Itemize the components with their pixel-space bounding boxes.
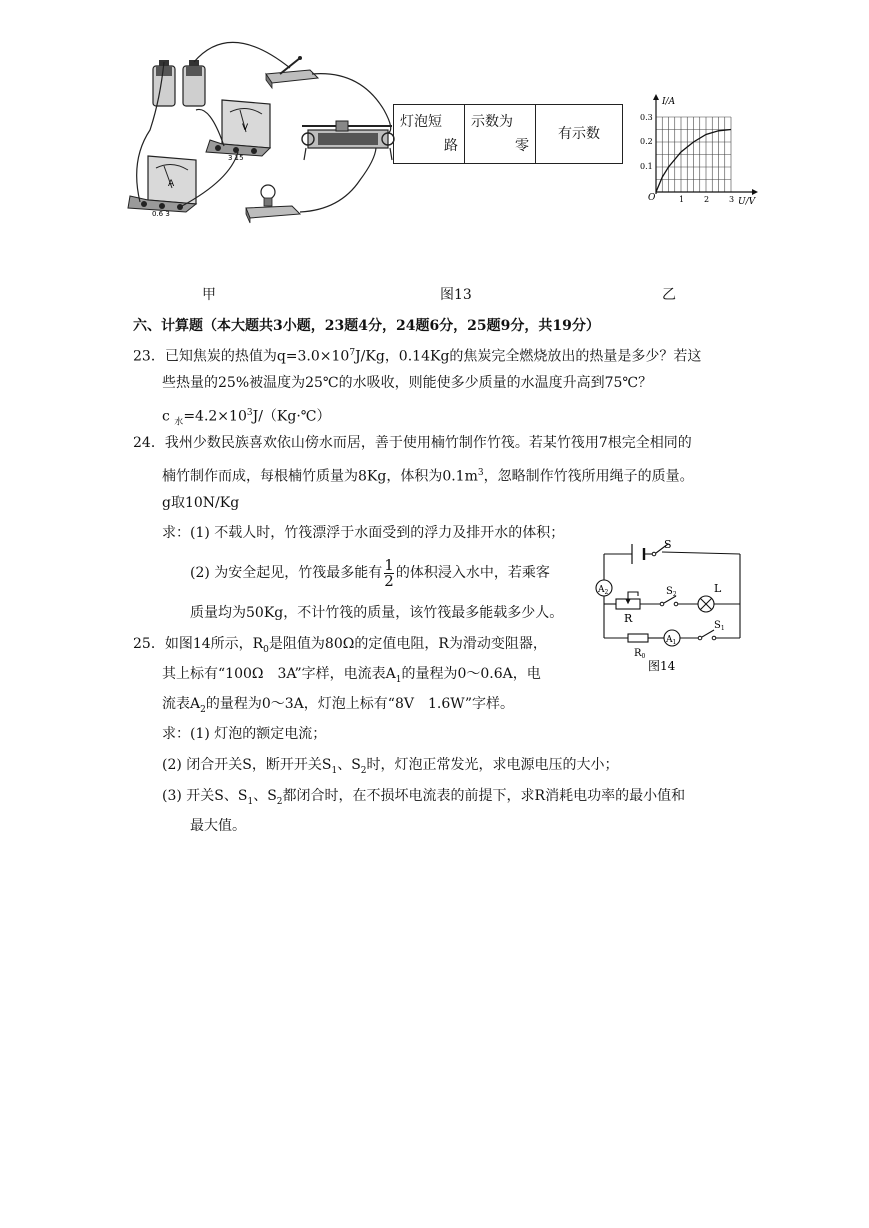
q25-line-2a: 其上标有“100Ω 3A”字样，电流表A (162, 666, 396, 682)
ammeter-label: A (168, 179, 175, 189)
q25-sub-a2: 2 (200, 704, 206, 715)
q24-exp: 3 (477, 468, 484, 478)
figure-14-circuit (590, 538, 750, 673)
voltmeter-icon (206, 100, 270, 156)
q25-line-1a: 25．如图14所示，R (133, 636, 264, 652)
y-tick-0-2: 0.2 (640, 137, 653, 146)
label-a2-main: A (598, 585, 605, 595)
label-s1-main: S (714, 620, 721, 631)
q25-line-6a: (3) 开关S、S (162, 788, 248, 804)
fraction-half (384, 555, 394, 590)
knife-switch-icon (266, 56, 318, 88)
q25-line-4: 求：(1) 灯泡的额定电流； (162, 726, 327, 742)
label-s2-main: S (666, 586, 673, 597)
circuit-apparatus-illustration (0, 0, 400, 240)
q23-exp-2: 3 (246, 408, 253, 418)
q24-line-2 (162, 463, 694, 487)
q23-line-3a: c (162, 408, 175, 425)
label-s1 (714, 620, 725, 632)
caption-jia: 甲 (202, 287, 216, 303)
label-r0 (634, 648, 646, 660)
rheostat-icon (302, 121, 394, 160)
q23-line-3c: J/（Kg·℃） (252, 408, 331, 425)
q24-line-5b: 的体积浸入水中，若乘客 (395, 565, 550, 581)
figure-13-area (0, 0, 869, 310)
y-tick-0-3: 0.3 (640, 113, 653, 122)
q25-sub-r0: 0 (263, 644, 269, 655)
q24-line-5a: (2) 为安全起见，竹筏最多能有 (190, 565, 383, 581)
q23-line-3b: =4.2×10 (183, 408, 247, 425)
resistor-r0-icon (628, 634, 648, 642)
label-a1-main: A (666, 635, 673, 645)
iu-graph (640, 94, 760, 212)
fault-cell-3-line-1: 有示数 (558, 126, 600, 142)
figure-13-caption: 图13 (440, 287, 472, 303)
label-r: R (624, 612, 633, 625)
q25-line-3 (162, 694, 514, 720)
switch-s1-icon (698, 630, 716, 640)
figure-14-caption: 图14 (648, 659, 676, 673)
q25-line-6b: 都闭合时，在不损坏电流表的前提下，求R消耗电功率的最小值和 (282, 788, 686, 804)
q24-line-5 (190, 556, 550, 590)
fraction-denominator: 2 (384, 571, 394, 590)
lamp-icon (246, 185, 300, 223)
x-axis-arrow-icon (752, 189, 758, 195)
y-tick-0-1: 0.1 (640, 162, 653, 171)
x-tick-2: 2 (704, 195, 710, 204)
q25-line-5b: 时，灯泡正常发光，求电源电压的大小； (366, 757, 619, 773)
ammeter-ticks: 0.6 3 (152, 210, 170, 218)
q25-line-6mid: 、S (253, 788, 277, 804)
q25-line-5 (162, 755, 619, 781)
label-s1-sub: 1 (720, 625, 725, 632)
q23-line-1a: 23．已知焦炭的热值为q=3.0×10 (133, 348, 350, 365)
fraction-numerator: 1 (384, 555, 394, 574)
label-s: S (664, 538, 672, 551)
graph-grid (656, 117, 731, 192)
fault-cell-2-line-2: 零 (515, 138, 529, 154)
q25-line-1 (133, 634, 547, 660)
q25-line-5mid: 、S (337, 757, 361, 773)
q25-sub-s2: 2 (360, 765, 367, 776)
fault-cell-3 (536, 105, 623, 164)
q25-sub-s1: 1 (331, 765, 338, 776)
q25-line-3a: 流表A (162, 696, 201, 712)
label-l: L (714, 582, 722, 595)
fault-cell-1-line-1: 灯泡短 (400, 114, 442, 130)
y-axis-arrow-icon (653, 94, 659, 100)
q23-sub-water: 水 (174, 417, 184, 428)
q24-line-2b: ，忽略制作竹筏所用绳子的质量。 (483, 468, 694, 485)
q25-line-5a: (2) 闭合开关S，断开开关S (162, 757, 332, 773)
q23-exp-1: 7 (349, 348, 356, 358)
lamp-l-icon (698, 596, 714, 612)
q24-line-4: 求：(1) 不载人时，竹筏漂浮于水面受到的浮力及排开水的体积； (162, 525, 565, 541)
q24-line-6: 质量均为50Kg，不计竹筏的质量，该竹筏最多能载多少人。 (190, 605, 564, 621)
label-r0-main: R (634, 648, 642, 659)
rheostat-r-icon (616, 592, 640, 609)
q23-line-2: 些热量的25%被温度为25℃的水吸收，则能使多少质量的水温度升高到75℃？ (162, 375, 653, 391)
q24-line-2a: 楠竹制作而成，每根楠竹质量为8Kg，体积为0.1m (162, 468, 478, 485)
fault-cell-1 (394, 105, 465, 164)
section-title: 六、计算题（本大题共3小题，23题4分，24题6分，25题9分，共19分） (133, 318, 600, 334)
fault-cell-2 (465, 105, 536, 164)
graph-ylabel: I/A (662, 97, 676, 107)
graph-xlabel: U/V (738, 197, 756, 207)
caption-yi: 乙 (662, 287, 676, 303)
label-r0-sub: 0 (641, 653, 646, 660)
q25-line-2 (162, 664, 541, 690)
graph-origin: O (648, 193, 656, 203)
q25-sub-a1: 1 (395, 674, 402, 685)
fault-cell-1-line-2: 路 (444, 138, 458, 154)
q25-sub-s2b: 2 (276, 796, 283, 807)
q23-line-3 (162, 403, 330, 432)
q23-line-1 (133, 343, 701, 367)
q25-line-7: 最大值。 (190, 818, 246, 834)
x-tick-3: 3 (729, 195, 735, 204)
label-a1-sub: 1 (672, 639, 677, 646)
q24-line-1: 24．我州少数民族喜欢依山傍水而居，善于使用楠竹制作竹筏。若某竹筏用7根完全相同的 (133, 435, 692, 451)
q25-line-6 (162, 786, 685, 812)
q23-line-1b: J/Kg，0.14Kg的焦炭完全燃烧放出的热量是多少？若这 (355, 348, 702, 365)
label-s2 (666, 586, 677, 598)
voltmeter-ticks: 3 15 (228, 154, 244, 162)
q25-sub-s1b: 1 (247, 796, 254, 807)
label-s2-sub: 2 (672, 591, 677, 598)
battery-symbol-icon (632, 544, 644, 564)
q25-line-1b: 是阻值为80Ω的定值电阻，R为滑动变阻器， (268, 636, 547, 652)
voltmeter-label: V (242, 123, 249, 133)
fault-table (393, 104, 623, 164)
label-a2-sub: 2 (604, 589, 609, 596)
q24-line-3: g取10N/Kg (162, 495, 240, 511)
fault-cell-2-line-1: 示数为 (471, 114, 513, 130)
q25-line-3b: 的量程为0～3A，灯泡上标有“8V 1.6W”字样。 (205, 696, 515, 712)
q25-line-2b: 的量程为0～0.6A，电 (401, 666, 541, 682)
x-tick-1: 1 (679, 195, 685, 204)
